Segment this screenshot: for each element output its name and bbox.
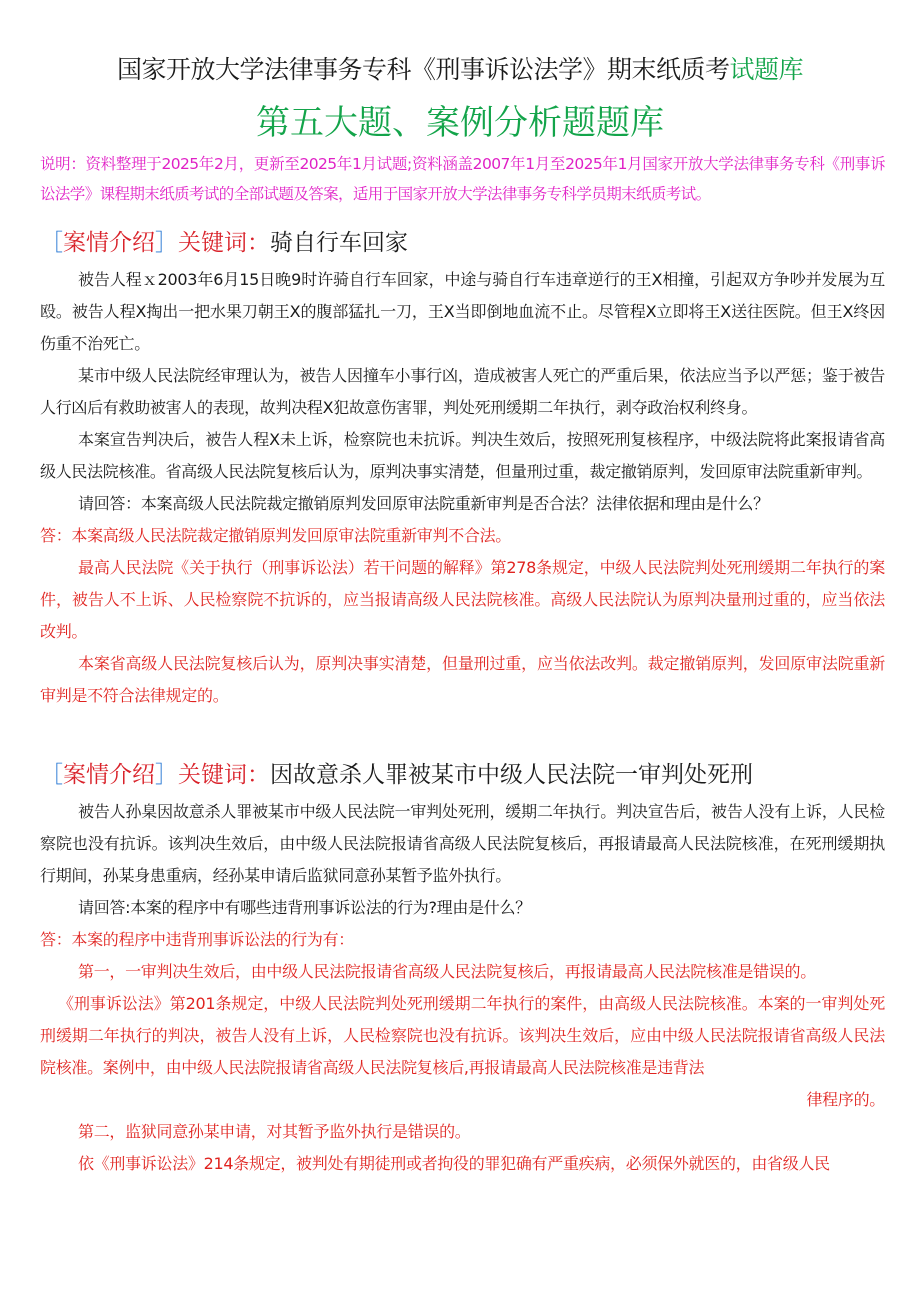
case-section-2 (40, 758, 885, 1180)
case-heading (40, 226, 885, 260)
case-section-1 (40, 226, 885, 712)
heading-bracket-close: ］ (155, 230, 178, 256)
answer-point-continued: 律程序的。 (806, 1090, 885, 1109)
title-green-part: 试题库 (729, 55, 804, 84)
heading-case-label: 案情介绍 (63, 230, 155, 256)
answer-lead: 答：本案高级人民法院裁定撤销原判发回原审法院重新审判不合法。 (40, 526, 512, 545)
case-heading (40, 758, 885, 792)
heading-keyword: 因故意杀人罪被某市中级人民法院一审判处死刑 (270, 762, 753, 788)
case-body (40, 264, 885, 712)
answer-paragraph: 最高人民法院《关于执行（刑事诉讼法）若干问题的解释》第278条规定，中级人民法院判处死刑缓期二年执行的案件，被告人不上诉、人民检察院不抗诉的，应当报请高级人民法院核准。高级人民法院认为原判决量刑过重的，应当依法改判。 (40, 558, 885, 641)
answer-point: 《刑事诉讼法》第201条规定，中级人民法院判处死刑缓期二年执行的案件，由高级人民法院核准。本案的一审判处死刑缓期二年执行的判决，被告人没有上诉，人民检察院也没有抗诉。该判决生效后，应由中级人民法院报请省高级人民法院核准。案例中，由中级人民法院报请省高级人民法院复核后,再报请最高人民法院核准是违背法 (40, 994, 885, 1077)
heading-bracket-open: ［ (40, 762, 63, 788)
document-title (0, 52, 920, 88)
case-question: 请回答:本案的程序中有哪些违背刑事诉讼法的行为?理由是什么？ (78, 898, 531, 917)
answer-point: 第二，监狱同意孙某申请，对其暂予监外执行是错误的。 (78, 1122, 471, 1141)
document-note: 说明：资料整理于2025年2月，更新至2025年1月试题;资料涵盖2007年1月至2025年1月国家开放大学法律事务专科《刑事诉讼法学》课程期末纸质考试的全部试题及答案，适用于国家开放大学法律事务专科学员期末纸质考试。 (40, 155, 885, 203)
heading-keyword-label: 关键词： (178, 762, 270, 788)
case-paragraph: 本案宣告判决后，被告人程X未上诉，检察院也未抗诉。判决生效后，按照死刑复核程序，中级法院将此案报请省高级人民法院核准。省高级人民法院复核后认为，原判决事实清楚，但量刑过重，裁定撤销原判，发回原审法院重新审判。 (40, 430, 885, 481)
case-paragraph: 被告人孙臬因故意杀人罪被某市中级人民法院一审判处死刑，缓期二年执行。判决宣告后，被告人没有上诉，人民检察院也没有抗诉。该判决生效后，由中级人民法院报请省高级人民法院复核后，再报请最高人民法院核准，在死刑缓期执行期间，孙某身患重病，经孙某申请后监狱同意孙某暂予监外执行。 (40, 802, 885, 885)
answer-lead: 答：本案的程序中违背刑事诉讼法的行为有： (40, 930, 355, 949)
heading-bracket-open: ［ (40, 230, 63, 256)
heading-keyword: 骑自行车回家 (270, 230, 408, 256)
heading-keyword-label: 关键词： (178, 230, 270, 256)
case-paragraph: 某市中级人民法院经审理认为，被告人因撞车小事行凶，造成被害人死亡的严重后果，依法应当予以严惩；鉴于被告人行凶后有救助被害人的表现，故判决程X犯故意伤害罪，判处死刑缓期二年执行，剥夺政治权利终身。 (40, 366, 885, 417)
case-paragraph: 被告人程ｘ2003年6月15日晚9时许骑自行车回家，中途与骑自行车违章逆行的王X相撞，引起双方争吵并发展为互殴。被告人程X掏出一把水果刀朝王X的腹部猛扎一刀，王X当即倒地血流不止。尽管程X立即将王X送往医院。但王X终因伤重不治死亡。 (40, 270, 885, 353)
answer-point: 第一，一审判决生效后，由中级人民法院报请省高级人民法院复核后，再报请最高人民法院核准是错误的。 (78, 962, 816, 981)
title-main: 国家开放大学法律事务专科《刑事诉讼法学》期末纸质考 (116, 55, 730, 84)
document-subtitle: 第五大题、案例分析题题库 (256, 103, 664, 143)
answer-point: 依《刑事诉讼法》214条规定，被判处有期徒刑或者拘役的罪犯确有严重疾病，必须保外就医的，由省级人民 (78, 1154, 830, 1173)
case-question: 请回答：本案高级人民法院裁定撤销原判发回原审法院重新审判是否合法？法律依据和理由是什么？ (78, 494, 769, 513)
case-body (40, 796, 885, 1180)
answer-paragraph: 本案省高级人民法院复核后认为，原判决事实清楚，但量刑过重，应当依法改判。裁定撤销原判，发回原审法院重新审判是不符合法律规定的。 (40, 654, 885, 705)
heading-case-label: 案情介绍 (63, 762, 155, 788)
heading-bracket-close: ］ (155, 762, 178, 788)
